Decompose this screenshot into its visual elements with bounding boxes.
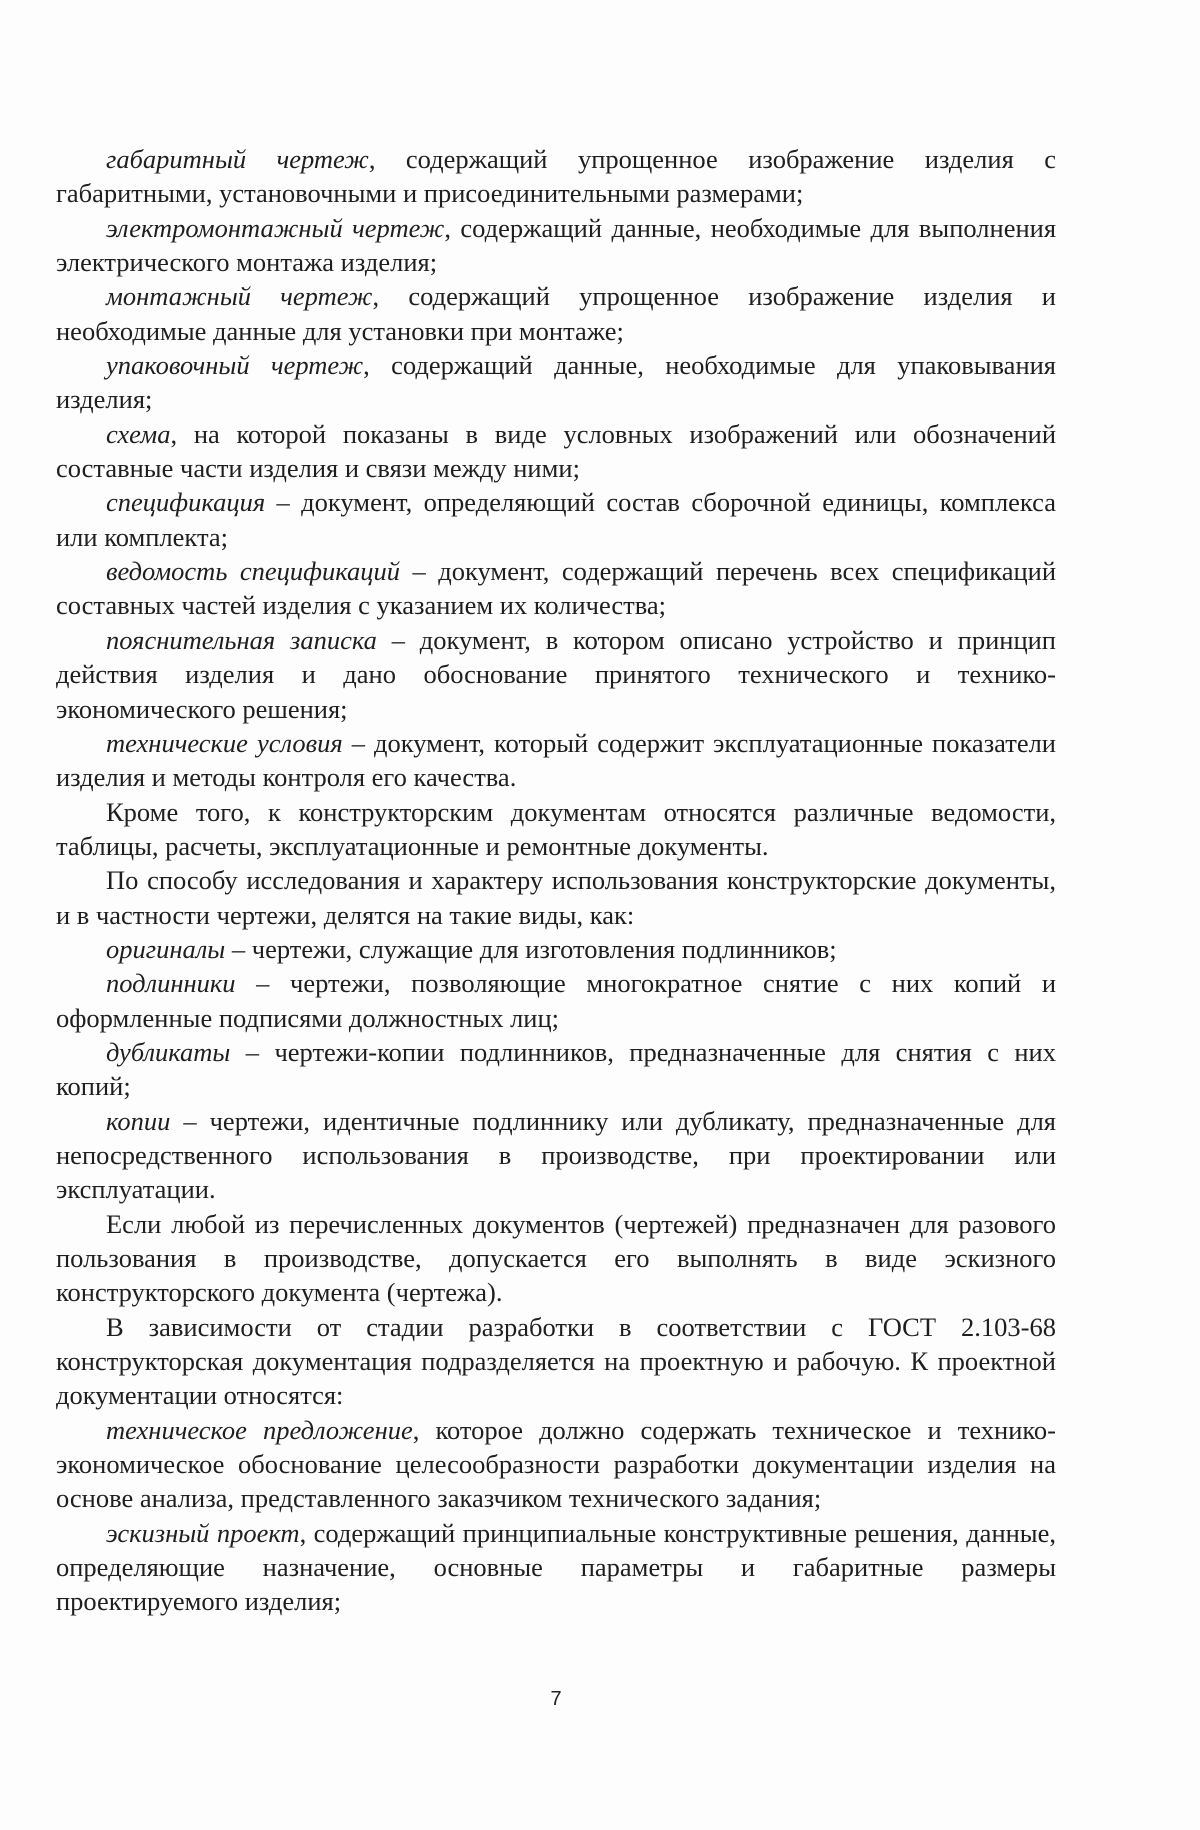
paragraph-5 <box>56 417 1056 486</box>
term: ведомость спецификаций <box>106 556 400 587</box>
paragraph-12 <box>56 932 1056 966</box>
paragraph-3 <box>56 279 1056 348</box>
term: монтажный чертеж <box>106 281 373 312</box>
paragraph-text: – документ, содержащий перечень всех спецификаций составных частей изделия с указанием их количества; <box>56 556 1056 621</box>
body-text <box>56 142 1056 1619</box>
paragraph-14 <box>56 1035 1056 1104</box>
paragraph-1 <box>56 142 1056 211</box>
paragraph-17 <box>56 1310 1056 1413</box>
paragraph-text: – документ, определяющий состав сборочной единицы, комплекса или комплекта; <box>56 487 1056 552</box>
paragraph-text: – документ, в котором описано устройство и принцип действия изделия и дано обоснование принятого технического и технико-экономического решения; <box>56 624 1056 724</box>
paragraph-19 <box>56 1516 1056 1619</box>
paragraph-15 <box>56 1104 1056 1207</box>
term: дубликаты <box>106 1036 231 1067</box>
paragraph-10 <box>56 795 1056 864</box>
paragraph-text: , содержащий упрощенное изображение изделия и необходимые данные для установки при монтаже; <box>56 281 1056 346</box>
paragraph-text: , содержащий принципиальные конструктивные решения, данные, определяющие назначение, основные параметры и габаритные размеры проектируемого изделия; <box>56 1517 1057 1617</box>
term: техническое предложение <box>106 1414 413 1445</box>
paragraph-text: , на которой показаны в виде условных изображений или обозначений составные части изделия и связи между ними; <box>56 418 1056 484</box>
paragraph-9 <box>56 726 1056 795</box>
term: электромонтажный чертеж <box>106 212 445 243</box>
paragraph-text: По способу исследования и характеру использования конструкторские документы, и в частности чертежи, делятся на такие виды, как: <box>56 865 1056 930</box>
term: спецификация <box>106 487 266 518</box>
paragraph-text: , содержащий данные, необходимые для выполнения электрического монтажа изделия; <box>56 212 1057 278</box>
paragraph-18 <box>56 1413 1056 1516</box>
term: технические условия <box>106 727 343 758</box>
paragraph-13 <box>56 966 1056 1035</box>
term: упаковочный чертеж <box>106 350 364 381</box>
term: эскизный проект <box>106 1517 300 1548</box>
paragraph-text: , которое должно содержать техническое и технико-экономическое обоснование целесообразности разработки документации изделия на основе анализа, представленного заказчиком технического задания; <box>56 1414 1057 1514</box>
paragraph-text: – чертежи, служащие для изготовления подлинников; <box>225 933 837 964</box>
page-number: 7 <box>550 1688 562 1710</box>
term: копии <box>106 1105 171 1136</box>
term: оригиналы <box>106 933 226 964</box>
paragraph-11 <box>56 863 1056 932</box>
paragraph-6 <box>56 485 1056 554</box>
paragraph-text: – чертежи, позволяющие многократное снятие с них копий и оформленные подписями должностных лиц; <box>56 968 1056 1033</box>
paragraph-16 <box>56 1207 1056 1310</box>
paragraph-2 <box>56 211 1056 280</box>
paragraph-text: В зависимости от стадии разработки в соответствии с ГОСТ 2.103-68 конструкторская документация подразделяется на проектную и рабочую. К проектной документации относятся: <box>56 1311 1056 1411</box>
paragraph-text: , содержащий данные, необходимые для упаковывания изделия; <box>56 350 1056 415</box>
term: схема <box>106 418 171 449</box>
paragraph-4 <box>56 348 1056 417</box>
paragraph-text: – чертежи, идентичные подлиннику или дубликату, предназначенные для непосредственного использования в производстве, при проектировании или эксплуатации. <box>56 1105 1056 1205</box>
term: габаритный чертеж <box>106 144 369 174</box>
paragraph-text: Кроме того, к конструкторским документам относятся различные ведомости, таблицы, расчеты, эксплуатационные и ремонтные документы. <box>56 796 1056 861</box>
paragraph-text: – документ, который содержит эксплуатационные показатели изделия и методы контроля его качества. <box>56 727 1056 793</box>
paragraph-text: – чертежи-копии подлинников, предназначенные для снятия с них копий; <box>56 1036 1056 1102</box>
term: пояснительная записка <box>106 624 377 655</box>
paragraph-text: Если любой из перечисленных документов (чертежей) предназначен для разового пользования в производстве, допускается его выполнять в виде эскизного конструкторского документа (чертежа). <box>56 1208 1056 1308</box>
paragraph-7 <box>56 554 1056 623</box>
term: подлинники <box>106 968 236 999</box>
paragraph-text: , содержащий упрощенное изображение изделия с габаритными, установочными и присоединительными размерами; <box>56 144 1056 209</box>
paragraph-8 <box>56 623 1056 726</box>
